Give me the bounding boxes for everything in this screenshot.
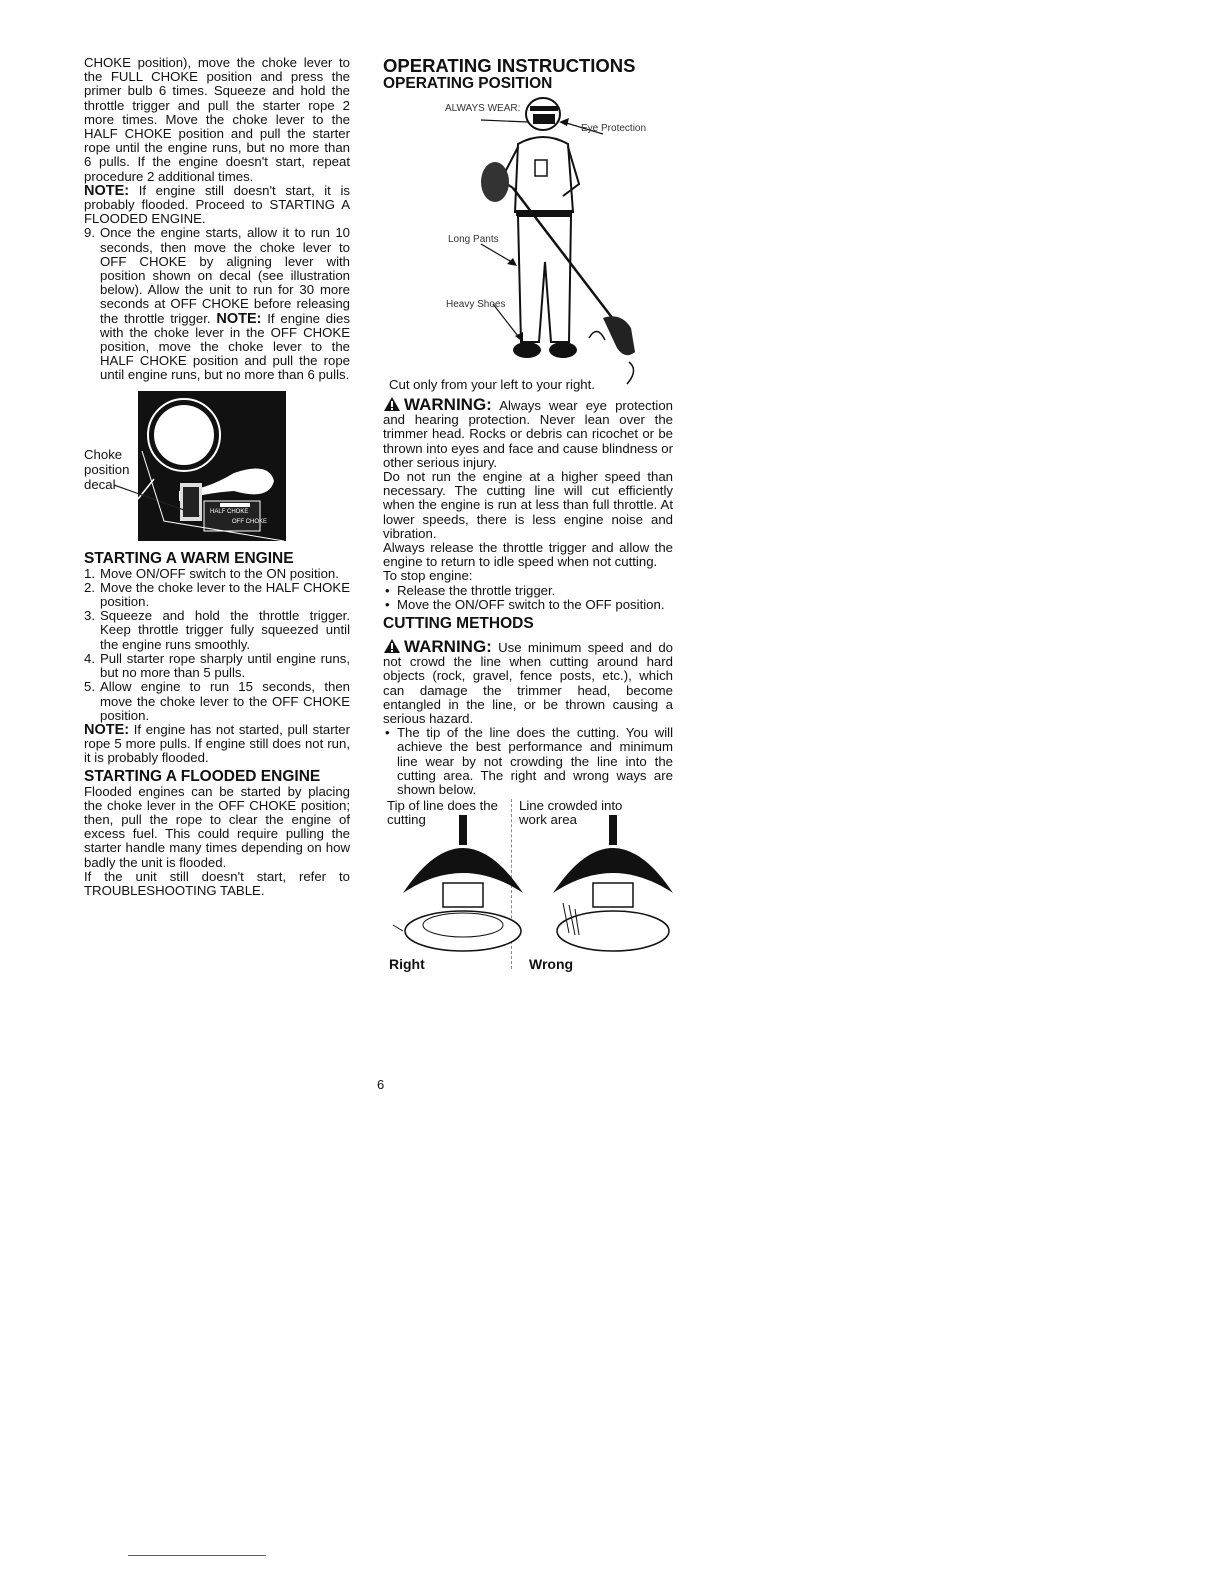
troubleshooting-paragraph: If the unit still doesn't start, refer to TROUBLESHOOTING TABLE. <box>84 868 350 898</box>
note-text: If engine still doesn't start, it is probably flooded. Proceed to STARTING A FLOODED ENGINE. <box>84 182 350 227</box>
wrong-label: Wrong <box>529 956 574 973</box>
operator-figure-image <box>383 92 673 396</box>
right-label: Right <box>389 956 425 973</box>
operator-illustration <box>383 92 673 396</box>
eye-protection-label: Eye Protection <box>581 123 647 134</box>
warning-icon <box>383 396 401 412</box>
long-pants-label: Long Pants <box>448 234 499 245</box>
choke-label: Choke position decal <box>84 446 130 492</box>
step-9 <box>84 226 350 382</box>
always-wear-label: ALWAYS WEAR: <box>445 103 521 114</box>
wrong-way-caption: Line crowded into work area <box>519 798 623 828</box>
note-label: NOTE: <box>216 310 262 327</box>
trimmer-head-images <box>383 813 673 963</box>
step-number: 9. <box>84 225 95 241</box>
warning-text: Use minimum speed and do not crowd the line when cutting around hard objects (rock, gravel, fence posts, etc.), which can damage the trimmer head, become entangled in the line, or be thrown causing a serious hazard. <box>383 640 673 727</box>
intro-paragraph: CHOKE position), move the choke lever to the FULL CHOKE position and press the primer bulb 6 times. Squeeze and hold the throttle trigger and pull the starter rope 2 more times. Move the choke lever to the HALF CHOKE position and pull the starter rope until the engine runs, but no more than 6 pulls. If the engine doesn't start, repeat procedure 2 additional times. <box>84 55 350 184</box>
page-number: 6 <box>377 1077 385 1092</box>
list-item: 4. Pull starter rope sharply until engine runs, but no more than 5 pulls. <box>84 650 350 681</box>
left-column <box>84 56 350 898</box>
warning-icon <box>383 638 401 654</box>
heavy-shoes-label: Heavy Shoes <box>446 299 506 310</box>
step-text: Once the engine starts, allow it to run 10 seconds, then move the choke lever to OFF CHOKE by aligning lever with position shown on decal (see illustration below). Allow the unit to run for 30 more seconds at OFF CHOKE before releasing the throttle trigger. <box>100 225 350 326</box>
list-item: 2. Move the choke lever to the HALF CHOKE position. <box>84 579 350 610</box>
right-column <box>383 56 673 973</box>
throttle-release-paragraph: Always release the throttle trigger and allow the engine to return to idle speed when not cutting. <box>383 540 673 570</box>
list-item: • Release the throttle trigger. <box>385 582 556 598</box>
list-item: 3. Squeeze and hold the throttle trigger. Keep throttle trigger fully squeezed until the engine runs smoothly. <box>84 608 350 652</box>
decal-off-text: OFF CHOKE <box>232 518 268 525</box>
warning-minimum-speed <box>383 638 673 726</box>
page-title: OPERATING INSTRUCTIONS <box>383 55 636 76</box>
decal-half-text: HALF CHOKE <box>210 508 249 515</box>
warm-engine-heading: STARTING A WARM ENGINE <box>84 549 294 567</box>
list-item: • Move the ON/OFF switch to the OFF position. <box>385 596 665 612</box>
note-label: NOTE: <box>84 721 130 738</box>
cutting-methods-heading: CUTTING METHODS <box>383 615 534 633</box>
flooded-paragraph: Flooded engines can be started by placing the choke lever in the OFF CHOKE position; then, pull the rope to clear the engine of excess fuel. This could require pulling the starter handle many times depending on how badly the unit is flooded. <box>84 783 350 870</box>
list-item: 5. Allow engine to run 15 seconds, then move the choke lever to the OFF CHOKE position. <box>84 679 350 723</box>
note-text: If engine dies with the choke lever in the OFF CHOKE position, move the choke lever to the HALF CHOKE position and pull the rope until engine runs, but no more than 6 pulls. <box>100 310 350 383</box>
cut-direction-caption: Cut only from your left to your right. <box>389 377 595 392</box>
right-way-caption: Tip of line does the cutting <box>387 798 498 828</box>
note-not-started <box>84 723 350 766</box>
warning-text: Always wear eye protection and hearing protection. Never lean over the trimmer head. Rocks or debris can ricochet or be thrown into eyes and face and cause blindness or other serious injury. <box>383 398 673 470</box>
warning-label: WARNING: <box>404 395 492 414</box>
note-text: If engine has not started, pull starter rope 5 more pulls. If engine still does not run, it is probably flooded. <box>84 721 350 766</box>
warm-engine-steps <box>84 567 350 723</box>
note-flooded-hint <box>84 184 350 227</box>
engine-speed-paragraph: Do not run the engine at a higher speed than necessary. The cutting line will cut efficiently when the engine is run at less than full throttle. At lower speeds, there is less engine noise and vibration. <box>383 469 673 541</box>
choke-decal-illustration <box>84 391 350 543</box>
stop-engine-label: To stop engine: <box>383 568 473 584</box>
operating-position-heading: OPERATING POSITION <box>383 75 553 92</box>
warning-label: WARNING: <box>404 637 492 657</box>
list-item: • The tip of the line does the cutting. You will achieve the best performance and minimum line wear by not crowding the line into the cutting area. The right and wrong ways are shown below. <box>385 725 673 798</box>
flooded-engine-heading: STARTING A FLOODED ENGINE <box>84 767 321 785</box>
cutting-comparison-figure <box>383 799 673 973</box>
list-item: 1. Move ON/OFF switch to the ON position. <box>84 565 339 581</box>
footer-rule <box>128 1555 266 1556</box>
warning-eye-protection <box>383 396 673 470</box>
note-label: NOTE: <box>84 182 130 199</box>
